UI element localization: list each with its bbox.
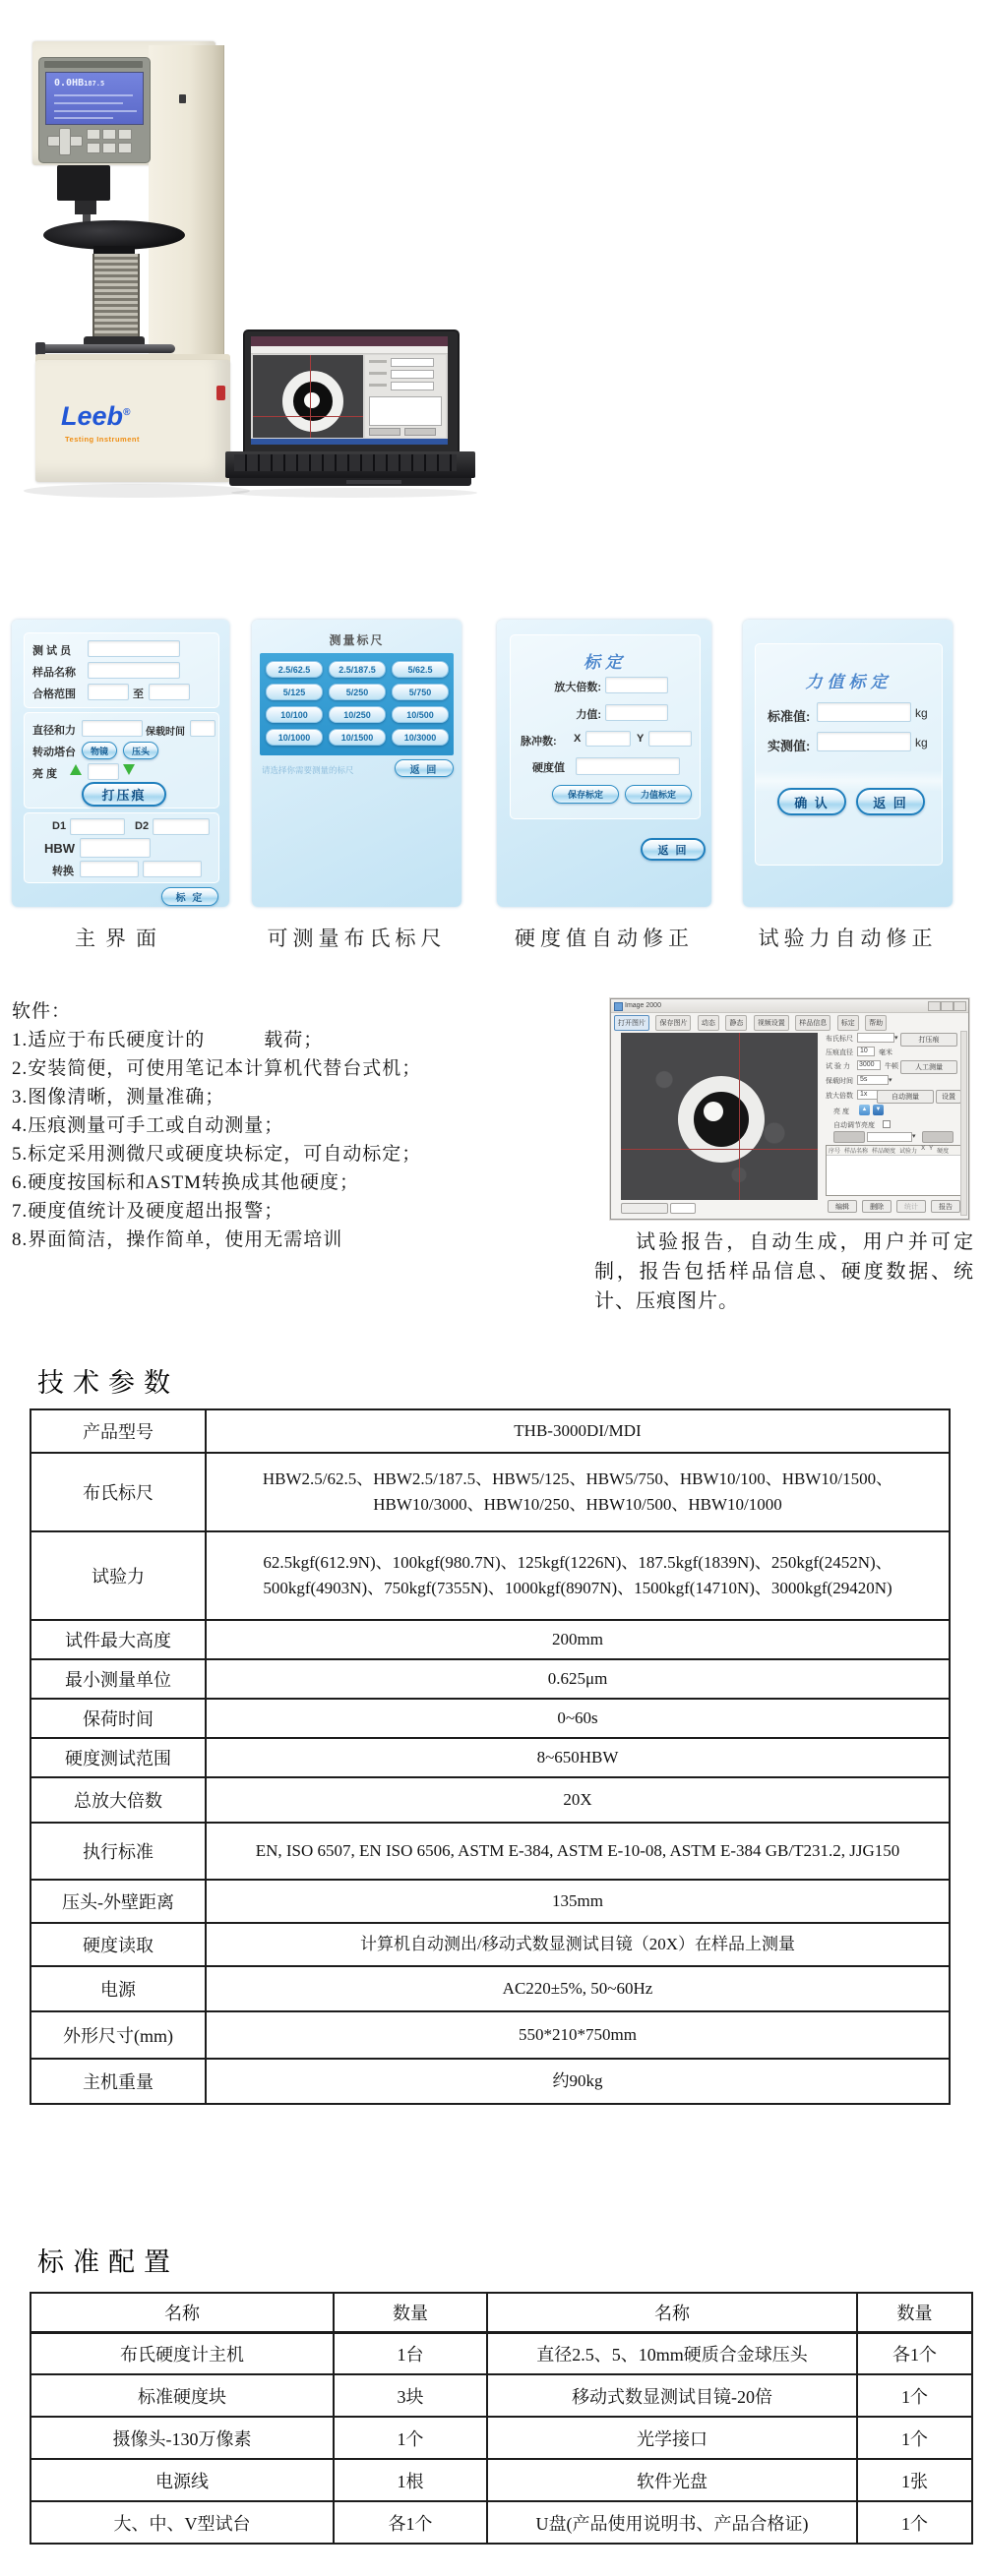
toolbar-button[interactable]: 样品信息 — [795, 1015, 830, 1031]
report-description: 试验报告，自动生成，用户并可定制，报告包括样品信息、硬度数据、统计、压痕图片。 — [594, 1231, 974, 1312]
spec-label: 总放大倍数 — [31, 1777, 206, 1823]
scale-button[interactable]: 10/3000 — [392, 729, 449, 746]
hbw-input[interactable] — [80, 838, 151, 858]
tester-label: 测 试 员 — [32, 645, 72, 657]
scale-button[interactable]: 10/250 — [329, 706, 386, 723]
spec-value: 8~650HBW — [206, 1738, 950, 1777]
config-cell: 各1个 — [857, 2332, 972, 2374]
auto-brightness-checkbox[interactable] — [883, 1120, 891, 1128]
laptop-taskbar — [251, 439, 448, 445]
scale-button[interactable]: 10/100 — [266, 706, 323, 723]
spec-value: 550*210*750mm — [206, 2011, 950, 2059]
back-button[interactable]: 返 回 — [395, 759, 454, 777]
objective-button[interactable]: 物镜 — [82, 742, 117, 759]
caption-force-calibration: 试验力自动修正 — [758, 927, 938, 950]
laptop-touchpad[interactable] — [346, 480, 401, 484]
tester-input[interactable] — [88, 640, 180, 657]
spec-label: 产品型号 — [31, 1409, 206, 1453]
spec-label: 试件最大高度 — [31, 1620, 206, 1659]
measured-value-input[interactable] — [817, 732, 911, 751]
crosshair-v — [310, 355, 311, 438]
brand-subtitle: Testing Instrument — [65, 435, 140, 444]
software-feature: 2.安装简便，可使用笔记本计算机代替台式机； — [12, 1058, 422, 1079]
software-features — [12, 997, 581, 1254]
range-max-input[interactable] — [149, 684, 190, 700]
list-header: 样品硬度 — [872, 1149, 896, 1155]
lcd-sub-value: 187.5 — [84, 80, 105, 88]
scale-button[interactable]: 5/250 — [329, 684, 386, 700]
group-button[interactable] — [833, 1131, 865, 1143]
caption-calibration: 硬度值自动修正 — [515, 927, 694, 950]
software-feature: 1.适应于布氏硬度计的 载荷； — [12, 1030, 324, 1050]
force-cal-title: 力值标定 — [805, 673, 892, 691]
form-label-bar — [369, 384, 387, 387]
spec-label: 保荷时间 — [31, 1699, 206, 1738]
pulse-label: 脉冲数: — [521, 736, 557, 748]
list-header: X — [921, 1146, 926, 1152]
software-feature: 4.压痕测量可手工或自动测量； — [12, 1115, 284, 1136]
toolbar-button[interactable]: 视频设置 — [754, 1015, 789, 1031]
software-feature: 5.标定采用测微尺或硬度块标定，可自动标定； — [12, 1144, 422, 1165]
config-cell: 1台 — [334, 2332, 487, 2374]
make-indent-button[interactable]: 打压痕 — [900, 1033, 957, 1047]
image-zoom-box[interactable] — [670, 1203, 696, 1214]
force-cal-box — [755, 643, 943, 866]
config-header: 数量 — [857, 2293, 972, 2332]
machine-key[interactable] — [118, 129, 132, 140]
crosshair-v — [739, 1033, 740, 1200]
scale-button[interactable]: 5/750 — [392, 684, 449, 700]
range-min-input[interactable] — [88, 684, 129, 700]
scale-button[interactable]: 10/1500 — [329, 729, 386, 746]
report-button[interactable]: 报告 — [931, 1200, 960, 1213]
chevron-down-icon[interactable]: ▾ — [889, 1077, 892, 1084]
manual-measure-button[interactable]: 人工测量 — [900, 1060, 957, 1074]
form-label-bar — [369, 372, 387, 375]
config-cell: 布氏硬度计主机 — [31, 2332, 334, 2374]
config-cell: 各1个 — [334, 2501, 487, 2544]
lcd-line — [54, 102, 123, 104]
back-button[interactable]: 返 回 — [641, 838, 706, 861]
edit-button[interactable]: 编辑 — [828, 1200, 857, 1213]
screenshot-main-interface — [12, 620, 229, 907]
sample-name-input[interactable] — [88, 662, 180, 679]
auto-measure-button[interactable]: 自动测量 — [877, 1090, 934, 1104]
machine-dpad[interactable] — [59, 128, 71, 155]
machine-key[interactable] — [87, 143, 100, 153]
spec-value: THB-3000DI/MDI — [206, 1409, 950, 1453]
maximize-button[interactable] — [941, 1001, 953, 1011]
brand-name: Leeb — [61, 401, 124, 431]
chevron-down-icon[interactable]: ▾ — [894, 1035, 898, 1042]
spec-value: AC220±5%, 50~60Hz — [206, 1966, 950, 2011]
delete-button[interactable]: 删除 — [862, 1200, 892, 1213]
diameter-force-input[interactable] — [82, 720, 143, 737]
spec-value: 62.5kgf(612.9N)、100kgf(980.7N)、125kgf(1226N)、187.5kgf(1839N)、250kgf(2452N)、500kgf(4903N)、750kgf(7355N)、1000kgf(8907N)、1500kgf(14710N)、3000kgf(29420N) — [206, 1531, 950, 1620]
pulse-y-label: Y — [637, 733, 645, 745]
spec-value: 20X — [206, 1777, 950, 1823]
toolbar-button[interactable]: 动态 — [698, 1015, 719, 1031]
form-input[interactable] — [391, 382, 434, 390]
measured-value-label: 实测值: — [768, 739, 811, 753]
spec-label: 硬度测试范围 — [31, 1738, 206, 1777]
spec-label: 主机重量 — [31, 2059, 206, 2104]
config-cell: 1个 — [857, 2417, 972, 2459]
caption-scales: 可测量布氏标尺 — [267, 927, 447, 950]
spec-table — [30, 1408, 951, 2105]
to-label: 至 — [133, 689, 144, 700]
brightness-input[interactable] — [88, 763, 119, 780]
convert-input-1[interactable] — [80, 861, 139, 877]
laptop-shadow — [231, 488, 477, 498]
report-software-window — [610, 998, 969, 1220]
machine-bolt — [179, 94, 186, 103]
software-feature: 3.图像清晰，测量准确； — [12, 1087, 225, 1108]
indentation-center — [304, 392, 320, 408]
brightness-down-icon[interactable]: ▼ — [873, 1105, 884, 1115]
config-header: 名称 — [31, 2293, 334, 2332]
calibrate-button[interactable]: 标 定 — [161, 887, 218, 906]
laptop-indent-image — [253, 355, 363, 438]
force-input[interactable] — [605, 704, 668, 721]
config-cell: U盘(产品使用说明书、产品合格证) — [487, 2501, 857, 2544]
spec-label: 电源 — [31, 1966, 206, 2011]
hold-time-input[interactable] — [190, 720, 215, 737]
config-cell: 3块 — [334, 2374, 487, 2417]
chevron-down-icon[interactable]: ▾ — [912, 1133, 916, 1140]
lcd-main-value: 0.0HB — [54, 78, 85, 89]
diameter-value: 10 — [860, 1048, 868, 1054]
laptop-display — [251, 336, 448, 445]
spec-value: 135mm — [206, 1880, 950, 1923]
software-feature: 8.界面简洁，操作简单，使用无需培训 — [12, 1229, 343, 1250]
scale-select[interactable] — [857, 1033, 894, 1043]
software-heading: 软件： — [12, 1001, 72, 1022]
force-unit: 牛顿 — [885, 1063, 898, 1070]
config-heading: 标准配置 — [37, 2247, 179, 2277]
back-button[interactable]: 返 回 — [856, 788, 925, 815]
diameter-unit: 毫米 — [879, 1049, 892, 1056]
brand-logo — [61, 401, 130, 432]
config-header: 数量 — [334, 2293, 487, 2332]
machine-key[interactable] — [87, 129, 100, 140]
standard-value-label: 标准值: — [768, 709, 811, 724]
hbw-label: HBW — [44, 841, 76, 856]
make-indent-button[interactable]: 打压痕 — [82, 782, 166, 807]
scale-button[interactable]: 2.5/187.5 — [329, 661, 386, 678]
window-scrollbar[interactable] — [960, 1031, 967, 1216]
diameter-force-label: 直径和力 — [32, 725, 76, 737]
sample-info-box — [24, 632, 219, 708]
results-list[interactable] — [826, 1145, 961, 1196]
config-cell: 直径2.5、5、10mm硬质合金球压头 — [487, 2332, 857, 2374]
brightness-label: 亮 度 — [833, 1108, 849, 1115]
side-panel — [826, 1033, 961, 1214]
save-calibration-button[interactable]: 保存标定 — [552, 785, 619, 804]
range-label: 合格范围 — [32, 689, 76, 700]
config-cell: 标准硬度块 — [31, 2374, 334, 2417]
standard-value-input[interactable] — [817, 702, 911, 722]
convert-input-2[interactable] — [143, 861, 202, 877]
minimize-button[interactable] — [928, 1001, 941, 1011]
machine-lcd-reading — [54, 78, 104, 89]
screenshot-force-calibration — [743, 620, 953, 907]
spec-label: 硬度读取 — [31, 1923, 206, 1966]
laptop-keys[interactable] — [234, 454, 457, 471]
machine-camera-unit — [57, 165, 110, 201]
convert-label: 转换 — [52, 866, 74, 877]
indentation-photo — [621, 1033, 818, 1200]
toolbar-button[interactable]: 打开图片 — [614, 1015, 649, 1031]
config-cell: 1个 — [857, 2501, 972, 2544]
screenshot-calibration — [497, 620, 711, 907]
config-cell: 1个 — [857, 2374, 972, 2417]
window-titlebar — [611, 999, 968, 1013]
toolbar-button[interactable]: 帮助 — [865, 1015, 887, 1031]
laptop-menu-band — [251, 346, 448, 354]
d1-label: D1 — [52, 820, 67, 832]
magnification-value: 1x — [860, 1091, 868, 1098]
calibration-title: 标定 — [584, 653, 627, 672]
scale-button[interactable]: 5/125 — [266, 684, 323, 700]
product-photo — [0, 0, 984, 615]
list-header: 序号 — [829, 1149, 841, 1155]
config-cell: 软件光盘 — [487, 2459, 857, 2501]
force-label: 力值: — [576, 709, 601, 721]
machine-elevating-screw — [92, 254, 140, 340]
laptop-form — [365, 355, 446, 438]
config-table — [30, 2292, 973, 2545]
d2-input[interactable] — [153, 818, 210, 835]
laptop-title-band — [251, 336, 448, 346]
spec-label: 试验力 — [31, 1531, 206, 1620]
machine-power-switch[interactable] — [216, 386, 225, 400]
close-button[interactable] — [953, 1001, 966, 1011]
spec-value: 0~60s — [206, 1699, 950, 1738]
machine-lcd — [45, 72, 144, 125]
software-feature: 6.硬度按国标和ASTM转换成其他硬度； — [12, 1172, 360, 1193]
form-input[interactable] — [391, 358, 434, 367]
force-label: 试 验 力 — [826, 1063, 850, 1070]
group-button-2[interactable] — [922, 1131, 953, 1143]
spec-label: 执行标准 — [31, 1823, 206, 1880]
config-cell: 摄像头-130万像素 — [31, 2417, 334, 2459]
crosshair-h — [621, 1149, 818, 1150]
indentation-center — [704, 1102, 723, 1121]
force-value: 3000 — [859, 1061, 875, 1068]
scales-grid — [260, 653, 454, 755]
turret-label: 转动塔台 — [32, 747, 76, 758]
scales-hint: 请选择你需要测量的标尺 — [262, 765, 354, 775]
brightness-up-icon[interactable] — [70, 764, 82, 775]
force-calibration-button[interactable]: 力值标定 — [625, 785, 692, 804]
result-box — [24, 812, 219, 883]
results-list-header — [827, 1146, 962, 1156]
kg-unit: kg — [915, 706, 928, 720]
stats-button[interactable]: 统计 — [896, 1200, 926, 1213]
indenter-button[interactable]: 压头 — [123, 742, 158, 759]
config-cell: 移动式数显测试目镜-20倍 — [487, 2374, 857, 2417]
list-header: 试验力 — [899, 1149, 918, 1155]
scale-button[interactable]: 10/500 — [392, 706, 449, 723]
list-header: 硬度 — [937, 1149, 950, 1155]
spec-label: 压头-外壁距离 — [31, 1880, 206, 1923]
group-select[interactable] — [867, 1132, 912, 1142]
window-title: Image 2000 — [625, 1002, 661, 1009]
config-header: 名称 — [487, 2293, 857, 2332]
machine-key[interactable] — [102, 129, 116, 140]
machine-key[interactable] — [102, 143, 116, 153]
screenshot-scales — [252, 620, 461, 907]
brightness-label: 亮 度 — [32, 768, 58, 780]
spec-value: EN, ISO 6507, EN ISO 6506, ASTM E-384, ASTM E-10-08, ASTM E-384 GB/T231.2, JJG150 — [206, 1823, 950, 1880]
lcd-line — [54, 110, 137, 112]
machine-key[interactable] — [118, 143, 132, 153]
list-header: 样品名称 — [844, 1149, 869, 1155]
kg-unit: kg — [915, 736, 928, 749]
hardness-label: 硬度值 — [532, 762, 565, 774]
spec-value: 计算机自动测出/移动式数显测试目镜（20X）在样品上测量 — [206, 1923, 950, 1966]
hold-time-label: 保载时间 — [146, 727, 185, 738]
magnification-label: 放大倍数: — [554, 682, 601, 693]
pulse-x-input[interactable] — [585, 731, 631, 747]
machine-model-strip — [44, 61, 143, 68]
auto-brightness-label: 自动调节亮度 — [833, 1122, 875, 1129]
spec-value: HBW2.5/62.5、HBW2.5/187.5、HBW5/125、HBW5/750、HBW10/100、HBW10/1500、HBW10/3000、HBW10/250、HBW10/500、HBW10/1000 — [206, 1453, 950, 1531]
scale-button[interactable]: 2.5/62.5 — [266, 661, 323, 678]
spec-value: 0.625μm — [206, 1659, 950, 1699]
brightness-up-icon[interactable]: ▲ — [859, 1105, 870, 1115]
scale-button[interactable]: 5/62.5 — [392, 661, 449, 678]
d2-label: D2 — [135, 820, 150, 832]
caption-main-interface: 主界面 — [75, 927, 166, 950]
d1-input[interactable] — [70, 818, 125, 835]
crosshair-h — [253, 416, 363, 417]
confirm-button[interactable]: 确 认 — [777, 788, 846, 815]
calibration-box — [510, 634, 701, 819]
sample-name-label: 样品名称 — [32, 667, 76, 679]
config-cell: 1个 — [334, 2417, 487, 2459]
config-cell: 1张 — [857, 2459, 972, 2501]
form-button-bar[interactable] — [369, 428, 400, 436]
magnification-input[interactable] — [605, 677, 668, 693]
magnification-label: 放大倍数 — [826, 1093, 853, 1100]
spec-label: 外形尺寸(mm) — [31, 2011, 206, 2059]
form-button-bar[interactable] — [404, 428, 436, 436]
software-feature: 7.硬度值统计及硬度超出报警； — [12, 1201, 284, 1222]
toolbar-button[interactable]: 静态 — [725, 1015, 747, 1031]
brightness-down-icon[interactable] — [123, 764, 135, 775]
config-cell: 电源线 — [31, 2459, 334, 2501]
scale-button[interactable]: 10/1000 — [266, 729, 323, 746]
hold-value: 5s — [860, 1076, 868, 1083]
spec-label: 布氏标尺 — [31, 1453, 206, 1531]
hold-label: 保载时间 — [826, 1078, 853, 1085]
brand-mark: ® — [123, 407, 131, 418]
test-control-box — [24, 712, 219, 809]
config-cell: 1根 — [334, 2459, 487, 2501]
spec-label: 最小测量单位 — [31, 1659, 206, 1699]
hardness-input[interactable] — [576, 757, 680, 775]
image-source-button[interactable] — [621, 1203, 668, 1214]
form-input[interactable] — [391, 370, 434, 379]
list-header: Y — [929, 1146, 934, 1152]
machine-handwheel[interactable] — [39, 344, 175, 353]
form-list — [369, 396, 442, 426]
toolbar-button[interactable]: 标定 — [837, 1015, 859, 1031]
pulse-x-label: X — [574, 733, 582, 745]
spec-heading: 技术参数 — [37, 1368, 179, 1398]
scale-label: 布氏标尺 — [826, 1036, 853, 1043]
app-icon — [614, 1002, 623, 1011]
pulse-y-input[interactable] — [648, 731, 692, 747]
window-toolbar — [613, 1013, 963, 1029]
spec-value: 200mm — [206, 1620, 950, 1659]
spec-value: 约90kg — [206, 2059, 950, 2104]
scales-title: 测量标尺 — [329, 633, 385, 647]
config-cell: 大、中、V型试台 — [31, 2501, 334, 2544]
diameter-label: 压痕直径 — [826, 1049, 853, 1056]
toolbar-button[interactable]: 保存图片 — [655, 1015, 691, 1031]
config-cell: 光学接口 — [487, 2417, 857, 2459]
lcd-line — [54, 117, 113, 119]
lcd-line — [54, 94, 133, 96]
form-label-bar — [369, 360, 387, 363]
settings-button[interactable]: 设置 — [936, 1090, 961, 1104]
machine-indenter-mount — [75, 201, 96, 214]
machine-shadow — [24, 484, 250, 498]
